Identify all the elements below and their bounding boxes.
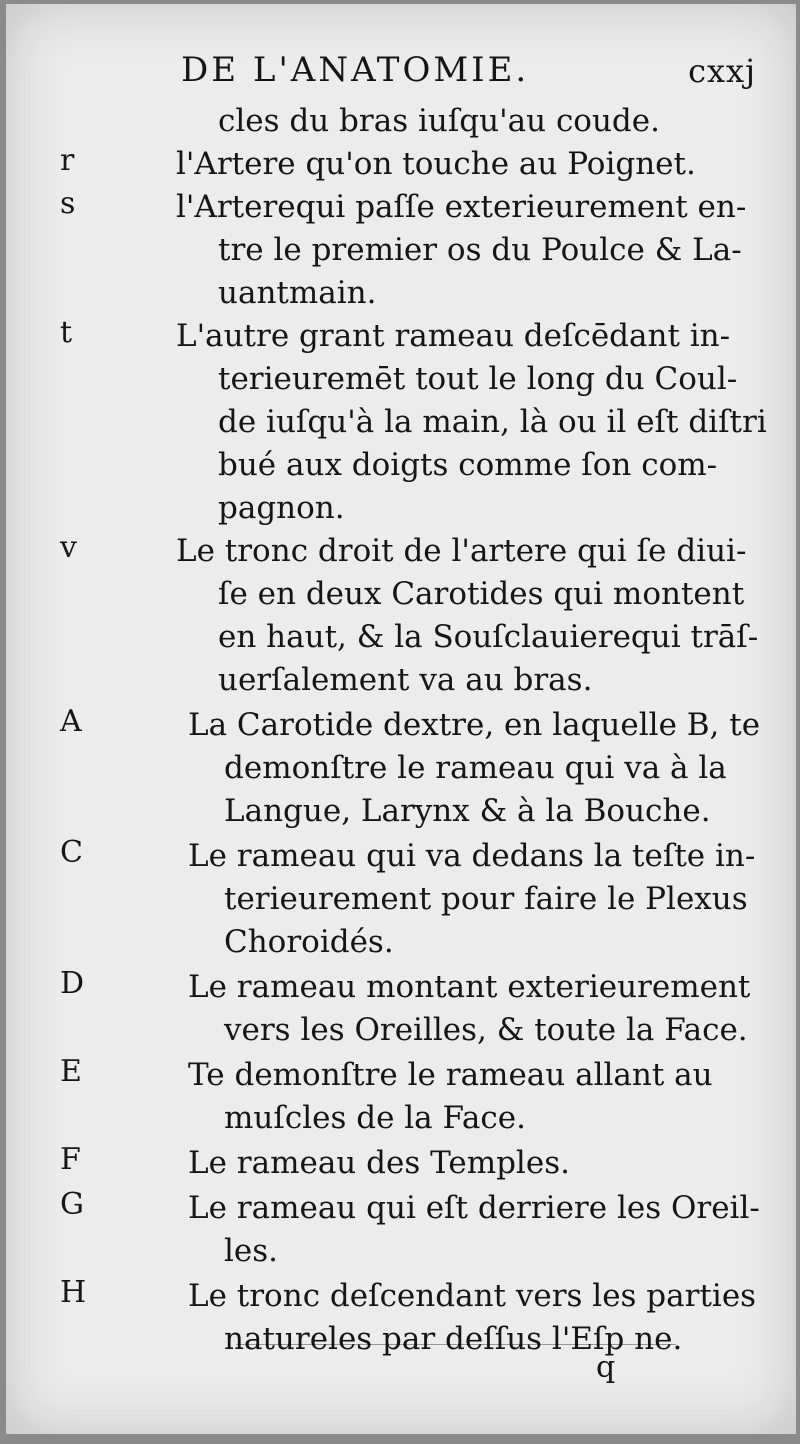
legend-marker: D [60,966,85,1001]
legend-entry [6,143,796,186]
text-line: Le tronc droit de l'artere qui ſe diui- [176,533,747,569]
legend-marker: H [60,1275,87,1310]
legend-entry [6,835,796,964]
legend-entry [6,1142,796,1185]
text-line: Le tronc deſcendant vers les parties [188,1278,757,1314]
text-line: les. [224,1233,279,1269]
text-line: l'Artere qu'on touche au Poignet. [176,146,696,182]
legend-marker: r [60,143,75,178]
legend-entry [6,966,796,1052]
text-line: natureles par deſſus l'Eſp ne. [224,1321,683,1357]
text-line: Choroidés. [224,924,394,960]
legend-entry [6,100,796,143]
page-header [6,46,796,94]
text-line: ſe en deux Carotides qui montent [218,576,745,612]
text-line: pagnon. [218,490,345,526]
text-line: L'autre grant rameau deſcēdant in- [176,318,731,354]
text-line: Langue, Larynx & à la Bouche. [224,793,711,829]
text-line: tre le premier os du Poulce & La- [218,232,742,268]
bottom-rule [236,1344,676,1345]
text-line: Le rameau des Temples. [188,1145,570,1181]
legend-marker: C [60,835,83,870]
text-line: Le rameau montant exterieurement [188,969,751,1005]
text-line: muſcles de la Face. [224,1100,526,1136]
text-line: vers les Oreilles, & toute la Face. [224,1012,748,1048]
text-line: cles du bras iuſqu'au coude. [218,103,660,139]
legend-marker: s [60,186,76,221]
text-line: l'Arterequi paſſe exterieurement en- [176,189,747,225]
text-line: Le rameau qui eſt derriere les Oreil- [188,1190,760,1226]
book-page [6,4,796,1434]
legend-entry [6,704,796,833]
text-line: Le rameau qui va dedans la teſte in- [188,838,756,874]
legend-marker: v [60,530,77,565]
legend-entry [6,1275,796,1361]
text-line: terieuremēt tout le long du Coul- [218,361,738,397]
folio-number: cxxj [688,52,756,90]
legend-entry [6,530,796,702]
text-line: demonſtre le rameau qui va à la [224,750,727,786]
legend-entry [6,315,796,530]
running-title: DE L'ANATOMIE. [181,50,530,90]
body-text [6,100,796,1361]
legend-marker: t [60,315,73,350]
text-line: uerſalement va au bras. [218,662,593,698]
legend-entry [6,1054,796,1140]
legend-entry [6,1187,796,1273]
text-line: en haut, & la Souſclauierequi trāſ- [218,619,759,655]
legend-marker: E [60,1054,82,1089]
legend-marker: F [60,1142,81,1177]
text-line: La Carotide dextre, en laquelle B, te [188,707,761,743]
legend-entry [6,186,796,315]
text-line: bué aux doigts comme ſon com- [218,447,718,483]
text-line: de iuſqu'à la main, là ou il eſt diſtri [218,404,767,440]
text-line: uantmain. [218,275,377,311]
legend-marker: G [60,1187,84,1222]
text-line: Te demonſtre le rameau allant au [188,1057,713,1093]
legend-marker: A [60,704,82,739]
signature-mark: q [596,1350,616,1385]
text-line: terieurement pour faire le Plexus [224,881,748,917]
